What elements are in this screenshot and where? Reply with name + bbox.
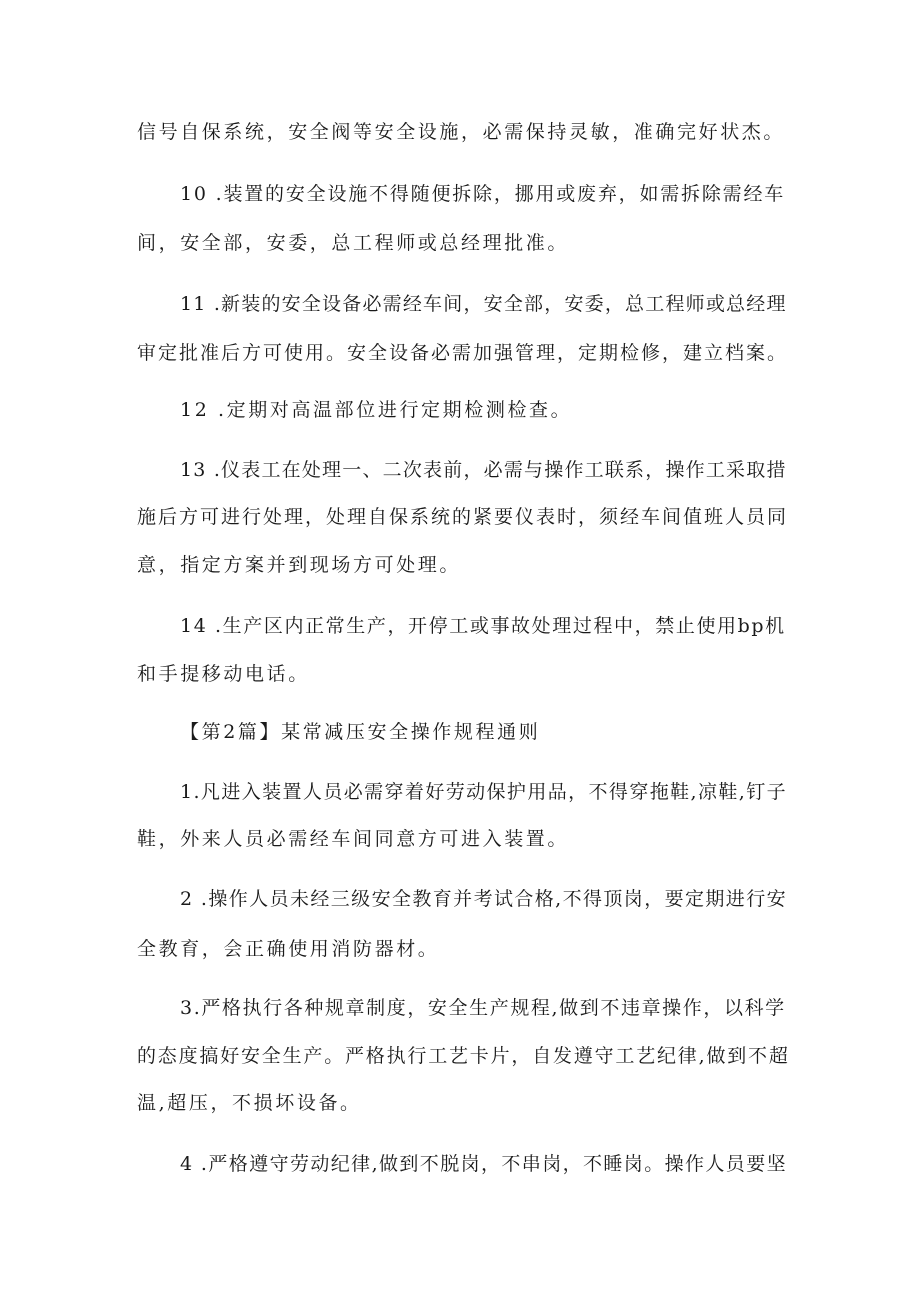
text-line: 11 .新装的安全设备必需经车间，安全部，安委，总工程师或总经理 <box>180 293 787 315</box>
text-line: 4 .严格遵守劳动纪律,做到不脱岗，不串岗，不睡岗。操作人员要坚 <box>180 1153 788 1175</box>
text-line: 的态度搞好安全生产。严格执行工艺卡片，自发遵守工艺纪律,做到不超 <box>137 1045 790 1067</box>
text-line: 审定批准后方可使用。安全设备必需加强管理，定期检修，建立档案。 <box>137 342 789 364</box>
text-line: 意，指定方案并到现场方可处理。 <box>137 554 462 576</box>
text-line: 鞋，外来人员必需经车间同意方可进入装置。 <box>137 828 570 850</box>
text-line: 施后方可进行处理，处理自保系统的紧要仪表时，须经车间值班人员同 <box>137 506 789 528</box>
text-line: 12 .定期对高温部位进行定期检测检查。 <box>180 399 573 421</box>
text-line: 间，安全部，安委，总工程师或总经理批准。 <box>137 232 570 254</box>
text-line: 信号自保系统，安全阀等安全设施，必需保持灵敏，准确完好状杰。 <box>137 121 786 143</box>
text-line: 10 .装置的安全设施不得随便拆除，挪用或废弃，如需拆除需经车 <box>180 183 786 205</box>
text-line: 3.严格执行各种规章制度，安全生产规程,做到不违章操作，以科学 <box>180 997 786 1019</box>
section-heading: 【第2篇】某常减压安全操作规程通则 <box>180 721 541 743</box>
text-line: 全教育，会正确使用消防器材。 <box>137 938 440 960</box>
text-line: 1.凡进入装置人员必需穿着好劳动保护用品，不得穿拖鞋,凉鞋,钉子 <box>180 781 788 803</box>
text-line: 温,超压，不损坏设备。 <box>137 1092 362 1114</box>
text-line: 13 .仪表工在处理一、二次表前，必需与操作工联系，操作工采取措 <box>180 459 787 481</box>
text-line: 14 .生产区内正常生产，开停工或事故处理过程中，禁止使用bp机 <box>180 615 786 637</box>
text-line: 2 .操作人员未经三级安全教育并考试合格,不得顶岗，要定期进行安 <box>180 888 788 910</box>
text-line: 和手提移动电话。 <box>137 663 310 685</box>
